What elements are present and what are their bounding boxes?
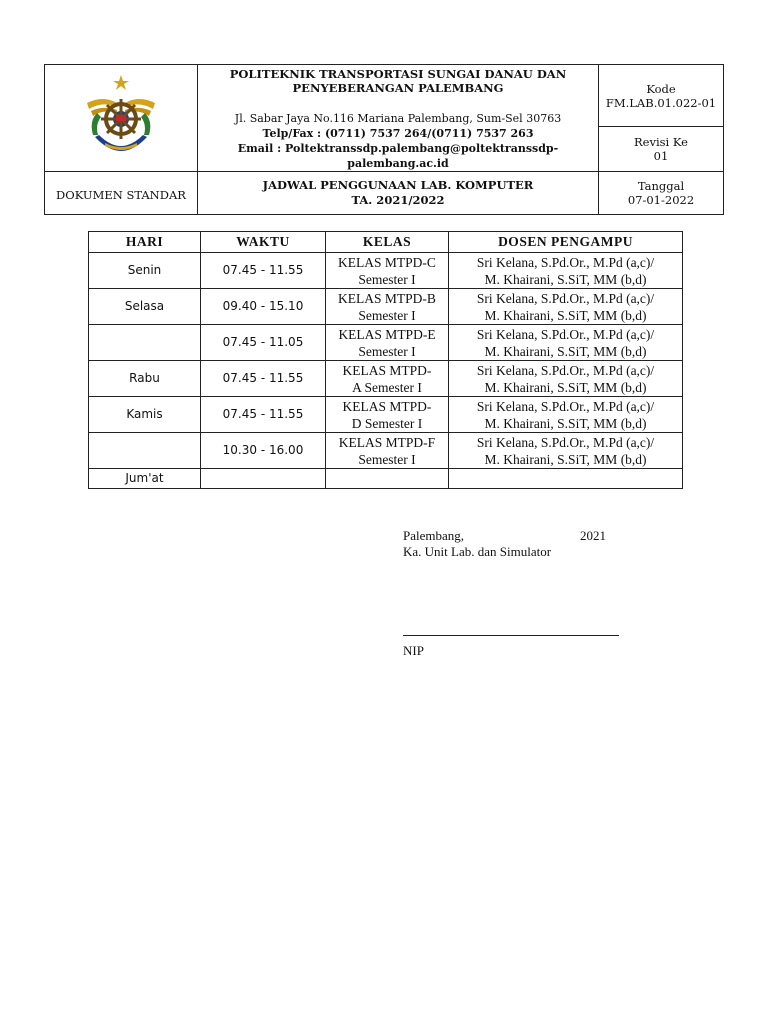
signature-line [403, 635, 619, 636]
dosen-line1: Sri Kelana, S.Pd.Or., M.Pd (a,c)/ [476, 362, 655, 378]
dosen-line1: Sri Kelana, S.Pd.Or., M.Pd (a,c)/ [476, 434, 655, 450]
kelas-line2: Semester I [358, 451, 416, 467]
column-header-dosen: DOSEN PENGAMPU [449, 232, 683, 253]
cell-dosen [449, 325, 683, 361]
doc-title-line1: JADWAL PENGGUNAAN LAB. KOMPUTER [262, 178, 534, 192]
dosen-line2: M. Khairani, S.SiT, MM (b,d) [484, 307, 647, 323]
logo-cell [45, 65, 198, 172]
cell-dosen [449, 469, 683, 489]
kelas-line1: KELAS MTPD-C [338, 254, 436, 270]
dosen-line2: M. Khairani, S.SiT, MM (b,d) [484, 343, 647, 359]
kelas-line2: Semester I [358, 271, 416, 287]
table-row [89, 253, 683, 289]
institution-name [198, 65, 598, 95]
kelas-line2: Semester I [358, 343, 416, 359]
signature-position: Ka. Unit Lab. dan Simulator [403, 544, 552, 559]
cell-kelas [326, 289, 449, 325]
cell-kelas [326, 325, 449, 361]
column-header-waktu: WAKTU [201, 232, 326, 253]
institution-phone: Telp/Fax : (0711) 7537 264/(0711) 7537 263 [262, 127, 534, 140]
tanggal-value: 07-01-2022 [627, 193, 695, 207]
cell-hari [89, 433, 201, 469]
cell-dosen [449, 433, 683, 469]
schedule-table [88, 231, 683, 489]
cell-waktu: 07.45 - 11.55 [201, 253, 326, 289]
kelas-line2: D Semester I [351, 415, 423, 431]
institution-info [198, 65, 599, 172]
kode-label: Kode [646, 81, 676, 96]
institution-logo-icon [83, 73, 159, 163]
table-row [89, 397, 683, 433]
kelas-line1: KELAS MTPD-E [338, 326, 436, 342]
kelas-line1: KELAS MTPD-F [338, 434, 436, 450]
dosen-line2: M. Khairani, S.SiT, MM (b,d) [484, 415, 647, 431]
cell-hari [89, 325, 201, 361]
institution-email: Email : Poltektranssdp.palembang@poltektranssdp-palembang.ac.id [237, 142, 559, 170]
revisi-label: Revisi Ke [634, 135, 688, 149]
dosen-line1: Sri Kelana, S.Pd.Or., M.Pd (a,c)/ [476, 254, 655, 270]
cell-hari: Senin [89, 253, 201, 289]
cell-hari: Selasa [89, 289, 201, 325]
kelas-line1: KELAS MTPD- [342, 362, 432, 378]
cell-dosen [449, 253, 683, 289]
cell-dosen [449, 289, 683, 325]
dosen-line2: M. Khairani, S.SiT, MM (b,d) [484, 271, 647, 287]
cell-kelas [326, 361, 449, 397]
dosen-line1: Sri Kelana, S.Pd.Or., M.Pd (a,c)/ [476, 290, 655, 306]
cell-waktu: 07.45 - 11.55 [201, 361, 326, 397]
revisi-value: 01 [653, 149, 669, 163]
institution-contact [198, 111, 598, 171]
table-row [89, 361, 683, 397]
kelas-line1: KELAS MTPD- [342, 398, 432, 414]
doc-title-cell [198, 172, 599, 215]
kode-cell [599, 65, 724, 127]
kelas-line1: KELAS MTPD-B [338, 290, 436, 306]
kode-value: FM.LAB.01.022-01 [605, 95, 717, 110]
signature-block [403, 528, 663, 560]
doc-title-line2: TA. 2021/2022 [351, 193, 445, 207]
doc-type-cell [45, 172, 198, 215]
cell-kelas [326, 397, 449, 433]
institution-name-line2: PENYEBERANGAN PALEMBANG [292, 81, 504, 95]
cell-hari: Kamis [89, 397, 201, 433]
table-row [89, 325, 683, 361]
dosen-line2: M. Khairani, S.SiT, MM (b,d) [484, 379, 647, 395]
table-row [89, 433, 683, 469]
cell-waktu: 10.30 - 16.00 [201, 433, 326, 469]
cell-kelas [326, 433, 449, 469]
column-header-kelas: KELAS [326, 232, 449, 253]
document-header [44, 64, 724, 215]
dosen-line1: Sri Kelana, S.Pd.Or., M.Pd (a,c)/ [476, 398, 655, 414]
signature-place-date [403, 528, 606, 544]
schedule-header-row [89, 232, 683, 253]
cell-kelas [326, 253, 449, 289]
cell-hari: Jum'at [89, 469, 201, 489]
tanggal-cell [599, 172, 724, 215]
cell-dosen [449, 397, 683, 433]
institution-address: Jl. Sabar Jaya No.116 Mariana Palembang, Sum-Sel 30763 [234, 112, 562, 125]
table-row [89, 289, 683, 325]
kelas-line2: A Semester I [352, 379, 422, 395]
signature-year: 2021 [580, 528, 606, 543]
column-header-hari: HARI [89, 232, 201, 253]
signature-city: Palembang, [403, 528, 465, 543]
dosen-line1: Sri Kelana, S.Pd.Or., M.Pd (a,c)/ [476, 326, 655, 342]
kelas-line2: Semester I [358, 307, 416, 323]
cell-waktu: 09.40 - 15.10 [201, 289, 326, 325]
table-row [89, 469, 683, 489]
revisi-cell [599, 127, 724, 172]
cell-waktu [201, 469, 326, 489]
cell-kelas [326, 469, 449, 489]
signature-nip: NIP [403, 643, 424, 658]
tanggal-label: Tanggal [637, 179, 685, 193]
institution-name-line1: POLITEKNIK TRANSPORTASI SUNGAI DANAU DAN [229, 67, 567, 81]
cell-hari: Rabu [89, 361, 201, 397]
dosen-line2: M. Khairani, S.SiT, MM (b,d) [484, 451, 647, 467]
cell-dosen [449, 361, 683, 397]
cell-waktu: 07.45 - 11.05 [201, 325, 326, 361]
cell-waktu: 07.45 - 11.55 [201, 397, 326, 433]
doc-type: DOKUMEN STANDAR [56, 187, 186, 202]
